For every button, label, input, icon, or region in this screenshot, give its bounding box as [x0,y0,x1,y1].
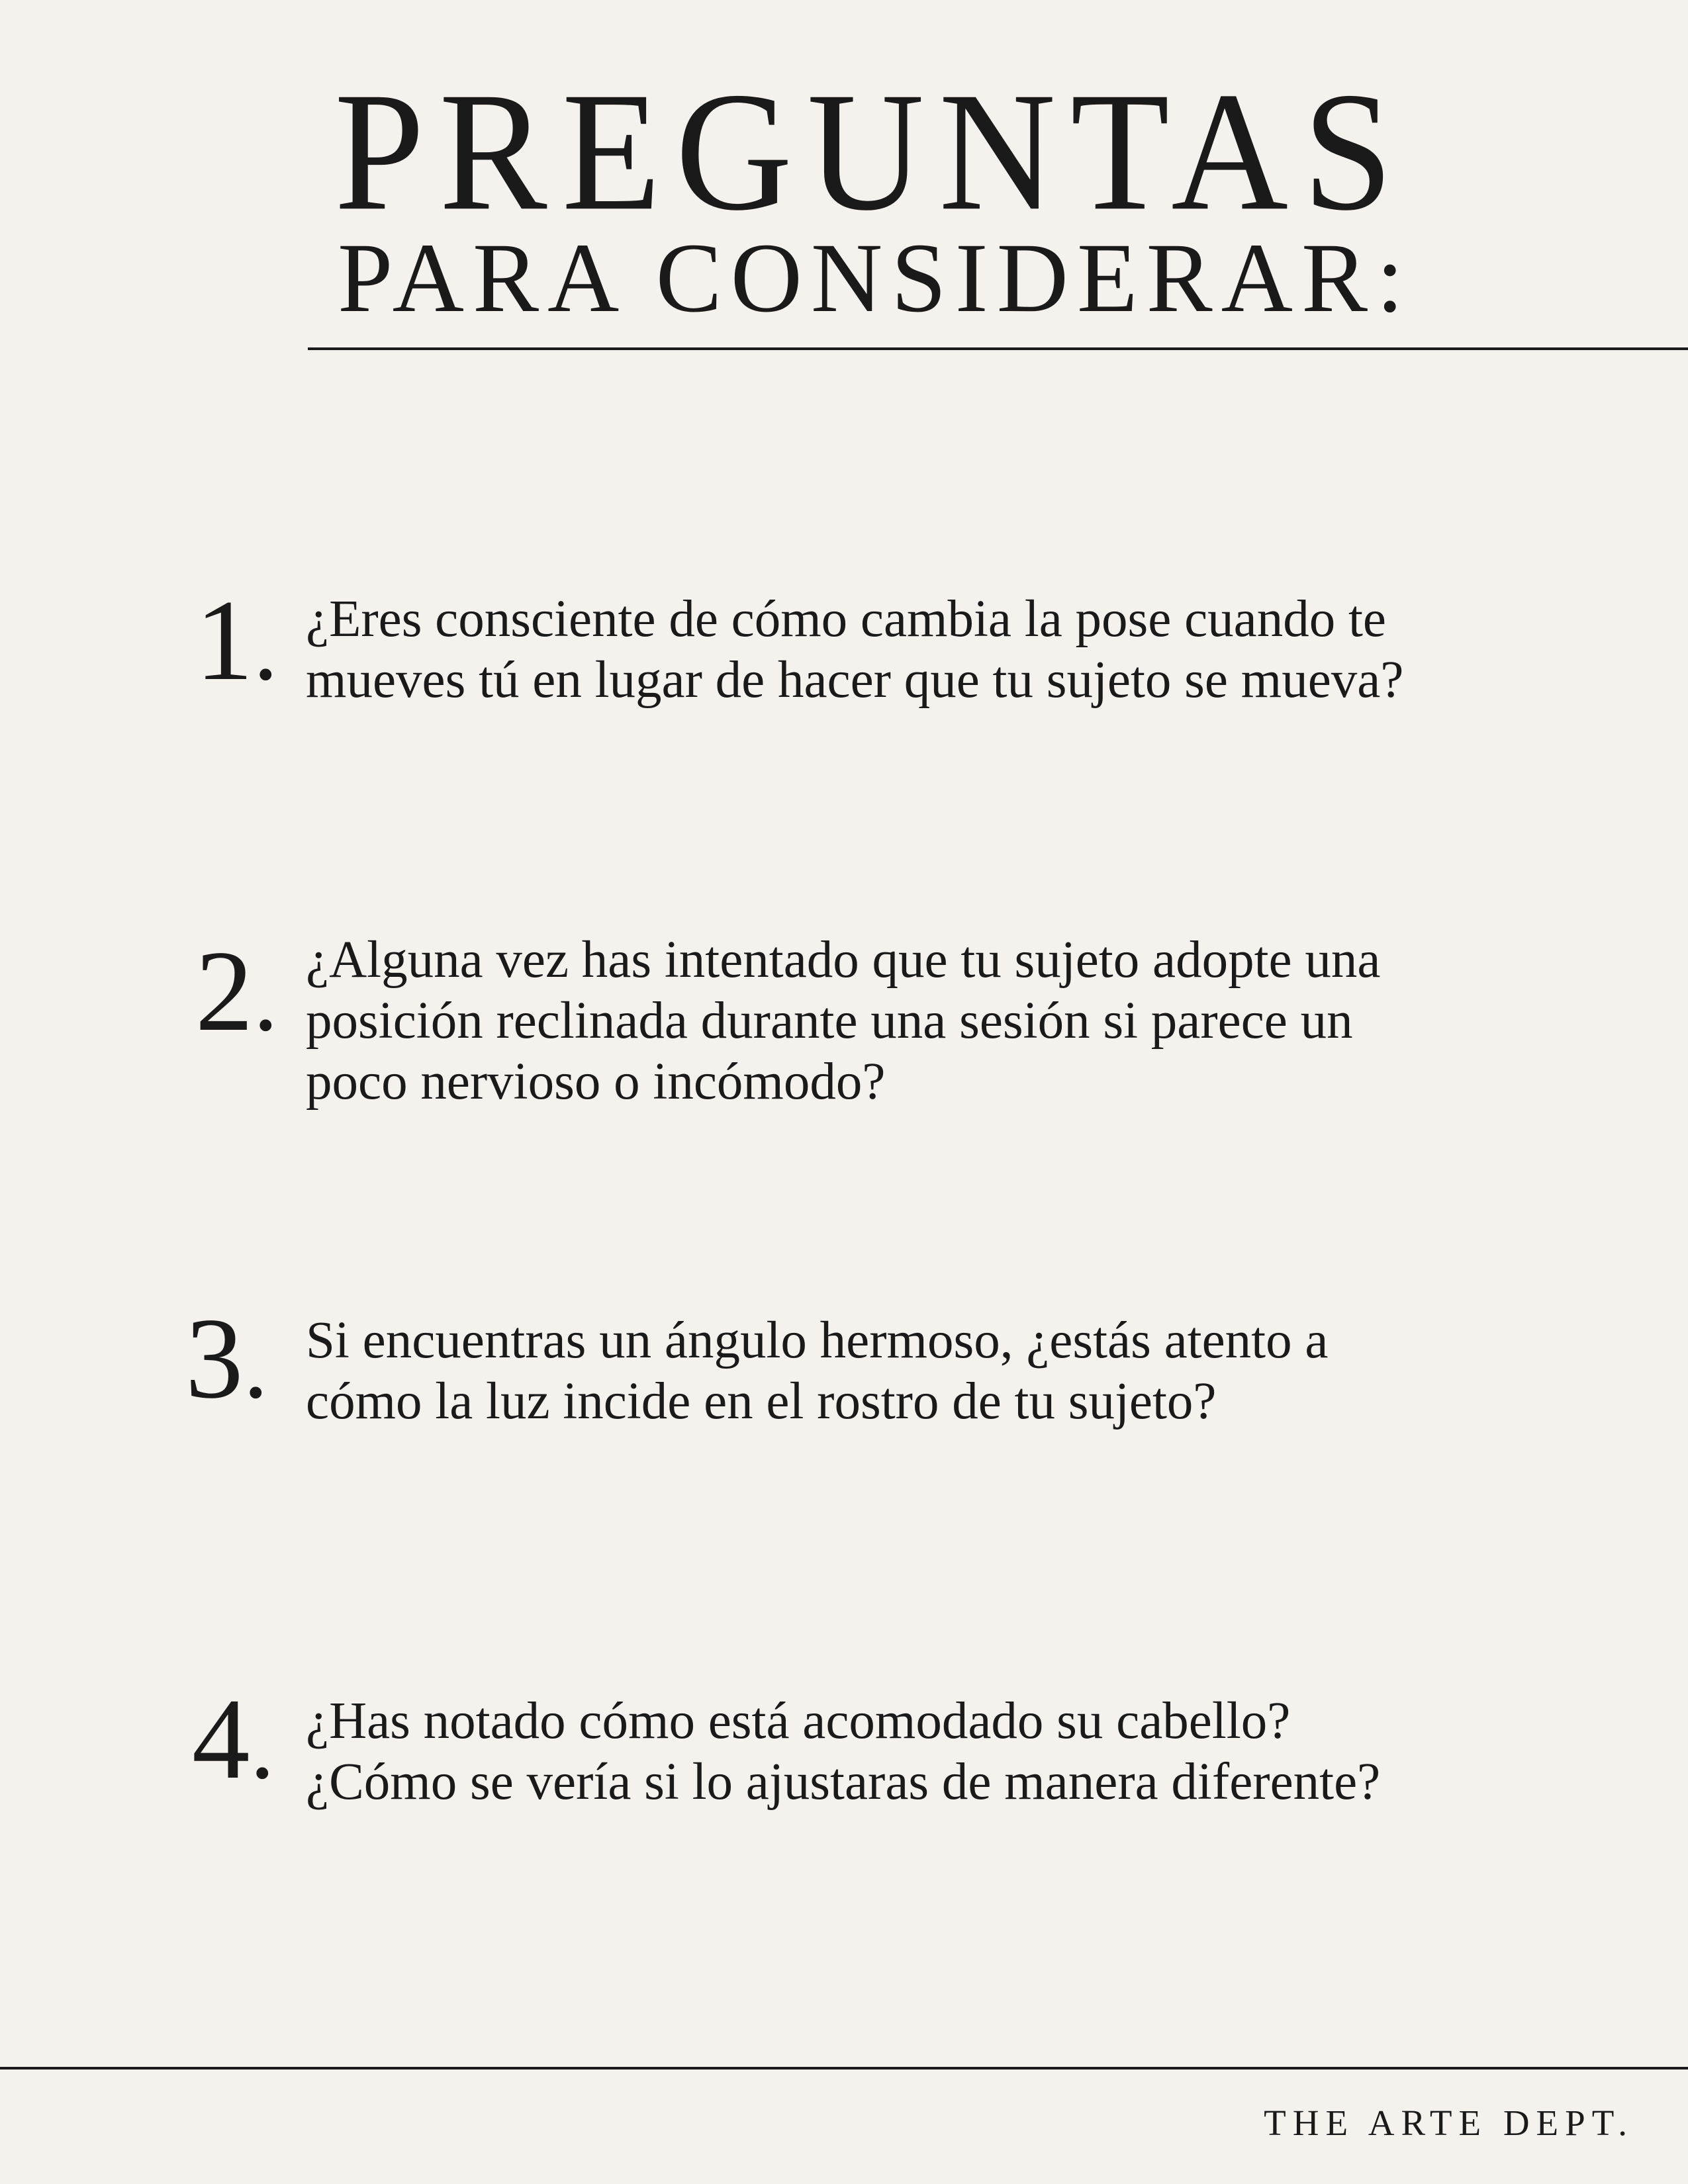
question-number-3: 3. [185,1294,268,1422]
footer-brand: THE ARTE DEPT. [1264,2103,1634,2143]
question-text-3 [306,1310,1597,1432]
question-2-line-2: posición reclinada durante una sesión si parece un [306,992,1353,1050]
question-4-line-1: ¿Has notado cómo está acomodado su cabello? [306,1692,1291,1750]
question-text-1 [306,589,1597,711]
question-text-4 [306,1691,1597,1813]
footer-divider [0,2067,1688,2070]
question-1-line-2: mueves tú en lugar de hacer que tu sujeto se mueva? [306,651,1404,709]
question-text-2 [306,930,1597,1113]
question-2-line-3: poco nervioso o incómodo? [306,1053,886,1111]
header-divider [308,347,1688,350]
question-1-line-1: ¿Eres consciente de cómo cambia la pose cuando te [306,590,1386,648]
question-2-line-1: ¿Alguna vez has intentado que tu sujeto adopte una [306,931,1381,989]
question-number-1: 1. [195,576,278,704]
page-title: PREGUNTAS [334,57,1408,246]
question-number-4: 4. [192,1674,275,1803]
question-3-line-2: cómo la luz incide en el rostro de tu sujeto? [306,1373,1217,1430]
question-4-line-2: ¿Cómo se vería si lo ajustaras de manera diferente? [306,1753,1381,1811]
question-3-line-1: Si encuentras un ángulo hermoso, ¿estás atento a [306,1312,1329,1369]
page-subtitle: PARA CONSIDERAR: [338,223,1413,333]
question-number-2: 2. [195,927,278,1055]
